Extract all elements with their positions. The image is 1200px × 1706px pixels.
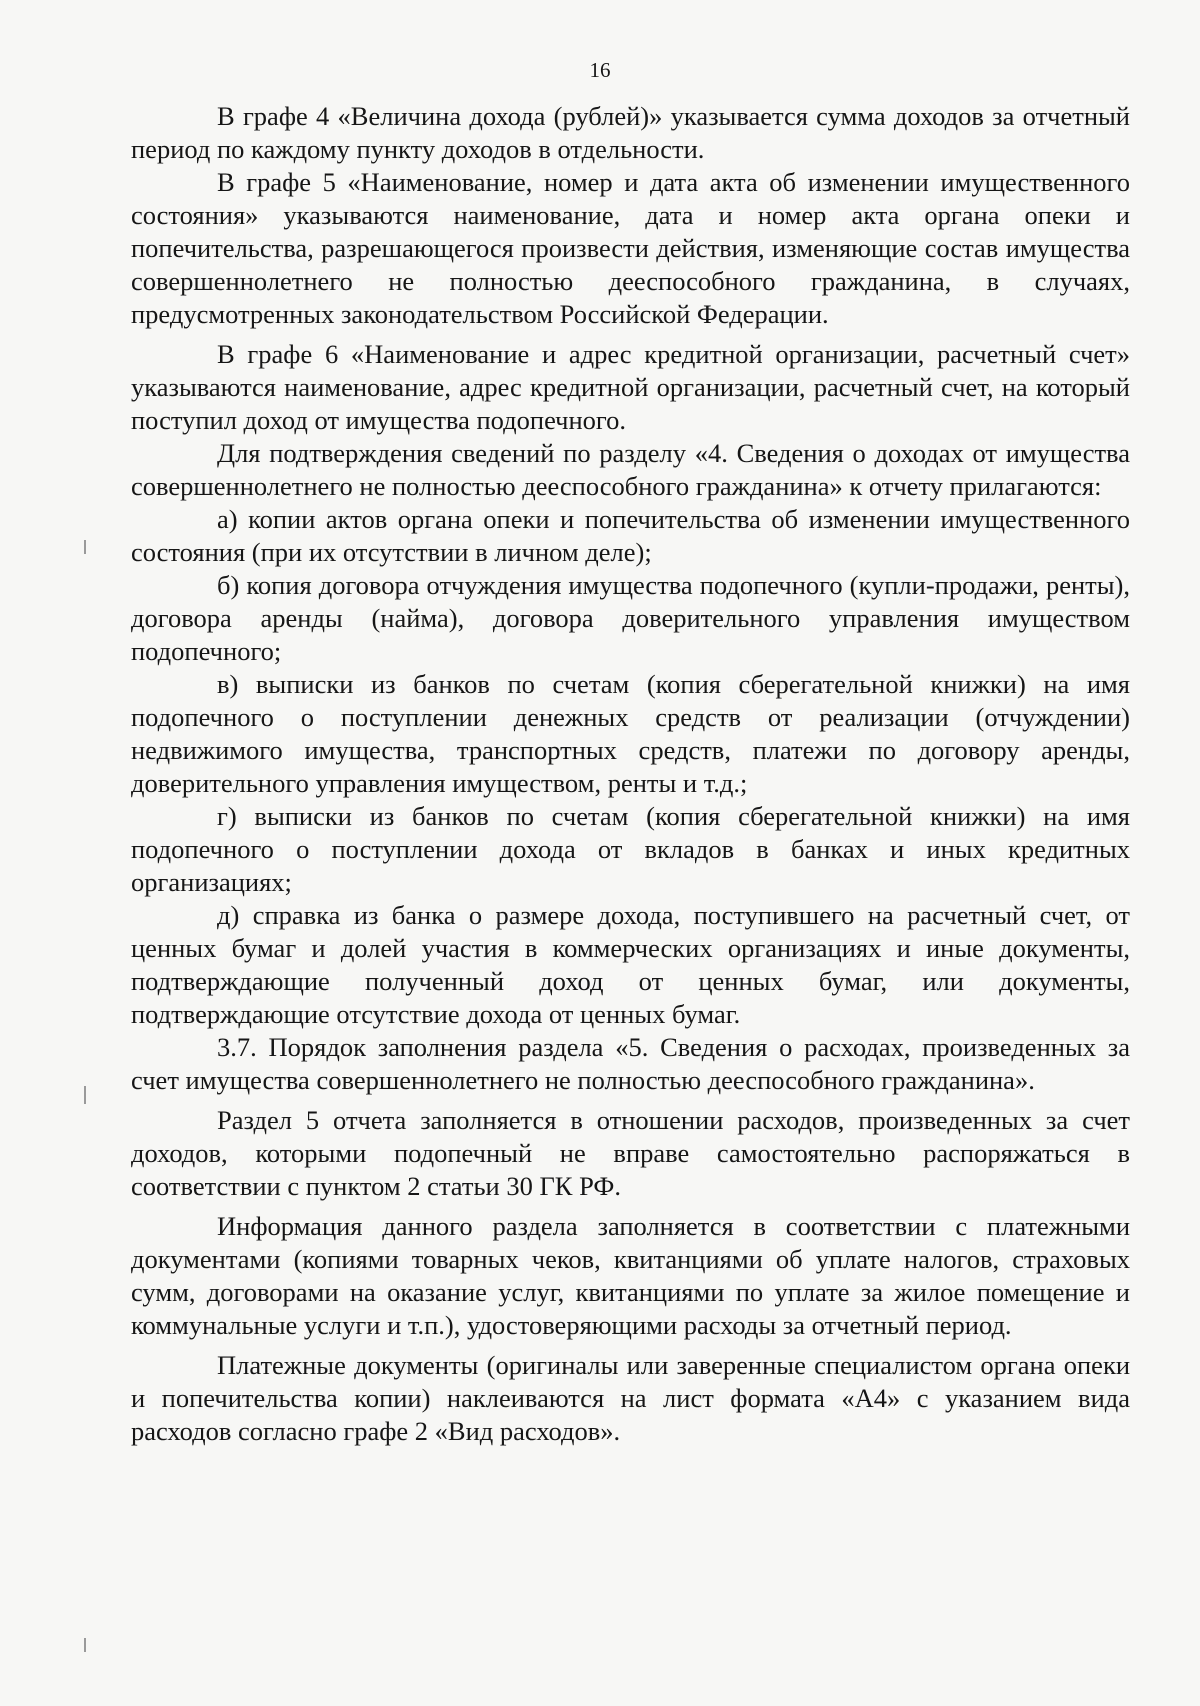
scan-mark [84, 1086, 86, 1104]
list-item: в) выписки из банков по счетам (копия сберегательной книжки) на имя подопечного о поступлении денежных средств от реализации (отчуждении) недвижимого имущества, транспортных средств, платежи по договору аренды, доверительного управления имуществом, ренты и т.д.; [131, 669, 1130, 798]
body-text [131, 100, 1130, 1448]
paragraph: В графе 4 «Величина дохода (рублей)» указывается сумма доходов за отчетный период по каждому пункту доходов в отдельности. [131, 101, 1130, 164]
list-item: а) копии актов органа опеки и попечительства об изменении имущественного состояния (при их отсутствии в личном деле); [131, 504, 1130, 567]
section-heading: 3.7. Порядок заполнения раздела «5. Сведения о расходах, произведенных за счет имущества совершеннолетнего не полностью дееспособного гражданина». [131, 1032, 1130, 1095]
list-item: г) выписки из банков по счетам (копия сберегательной книжки) на имя подопечного о поступлении дохода от вкладов в банках и иных кредитных организациях; [131, 801, 1130, 897]
scan-mark [84, 1638, 86, 1652]
list-item: б) копия договора отчуждения имущества подопечного (купли-продажи, ренты), договора аренды (найма), договора доверительного управления имуществом подопечного; [131, 570, 1130, 666]
paragraph: Платежные документы (оригиналы или заверенные специалистом органа опеки и попечительства копии) наклеиваются на лист формата «А4» с указанием вида расходов согласно графе 2 «Вид расходов». [131, 1350, 1130, 1446]
list-item: д) справка из банка о размере дохода, поступившего на расчетный счет, от ценных бумаг и долей участия в коммерческих организациях и иные документы, подтверждающие полученный доход от ценных бумаг, или документы, подтверждающие отсутствие дохода от ценных бумаг. [131, 900, 1130, 1029]
paragraph: В графе 6 «Наименование и адрес кредитной организации, расчетный счет» указываются наименование, адрес кредитной организации, расчетный счет, на который поступил доход от имущества подопечного. [131, 339, 1130, 435]
page-number: 16 [589, 58, 611, 82]
scan-mark [84, 540, 86, 554]
paragraph: В графе 5 «Наименование, номер и дата акта об изменении имущественного состояния» указываются наименование, дата и номер акта органа опеки и попечительства, разрешающегося произвести действия, изменяющие состав имущества совершеннолетнего не полностью дееспособного гражданина, в случаях, предусмотренных законодательством Российской Федерации. [131, 167, 1130, 329]
paragraph: Для подтверждения сведений по разделу «4. Сведения о доходах от имущества совершеннолетнего не полностью дееспособного гражданина» к отчету прилагаются: [131, 438, 1130, 501]
paragraph: Информация данного раздела заполняется в соответствии с платежными документами (копиями товарных чеков, квитанциями об уплате налогов, страховых сумм, договорами на оказание услуг, квитанциями по уплате за жилое помещение и коммунальные услуги и т.п.), удостоверяющими расходы за отчетный период. [131, 1211, 1130, 1340]
paragraph: Раздел 5 отчета заполняется в отношении расходов, произведенных за счет доходов, которыми подопечный не вправе самостоятельно распоряжаться в соответствии с пунктом 2 статьи 30 ГК РФ. [131, 1105, 1130, 1201]
